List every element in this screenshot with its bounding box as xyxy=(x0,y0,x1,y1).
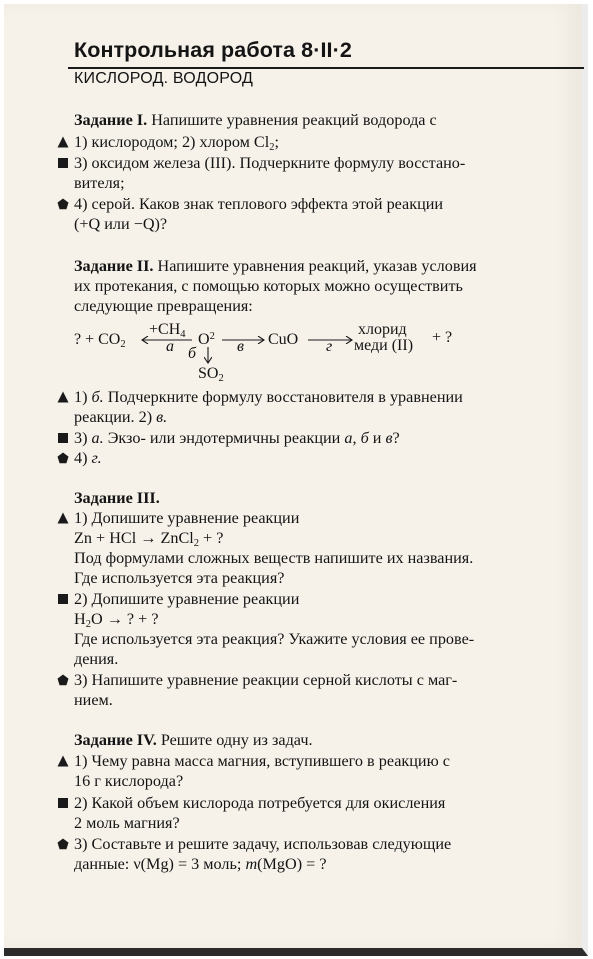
triangle-marker-icon xyxy=(57,136,69,148)
square-marker-icon xyxy=(57,157,69,169)
triangle-marker-icon xyxy=(57,391,69,403)
task3-line-7: Где используется эта реакция? Укажите условия ее прове- xyxy=(74,630,475,648)
transformation-scheme xyxy=(74,319,494,389)
pentagon-marker-icon xyxy=(57,452,69,464)
task3-line-3: Под формулами сложных веществ напишите их названия. xyxy=(74,549,474,567)
task1-intro: Задание I. Напишите уравнения реакций водорода с xyxy=(74,111,437,129)
task3-line-10: нием. xyxy=(74,691,113,709)
scheme-so2: $SO_2$ xyxy=(198,365,224,384)
scheme-label-b: б xyxy=(188,345,197,362)
task2-question-1-cont: реакции. 2) в. xyxy=(74,408,168,426)
task3-question-1: 1) Допишите уравнение реакции xyxy=(74,508,299,528)
task2-heading: Задание II. xyxy=(74,257,154,275)
task1-item-1-2: 1) кислородом; 2) хлором $Cl_2$; xyxy=(74,132,279,152)
pentagon-marker-icon xyxy=(57,838,69,850)
title-rule xyxy=(68,67,584,69)
task2-intro-line2: их протекания, с помощью которых можно осуществить xyxy=(74,277,463,295)
pentagon-marker-icon xyxy=(57,674,69,686)
task4-question-1-cont: 16 г кислорода? xyxy=(74,772,184,790)
task4-question-1: 1) Чему равна масса магния, вступившего в реакцию с xyxy=(74,751,450,771)
task2-question-1: 1) б. Подчеркните формулу восстановителя в уравнении xyxy=(74,387,463,407)
task3-question-2: 2) Допишите уравнение реакции xyxy=(74,589,299,609)
scheme-start: ? + $CO_2$ xyxy=(74,331,126,350)
scheme-product-line1: хлорид xyxy=(358,321,407,338)
task3-heading: Задание III. xyxy=(74,489,160,507)
square-marker-icon xyxy=(57,432,69,444)
scheme-label-a: а xyxy=(166,338,174,355)
pentagon-marker-icon xyxy=(57,198,69,210)
task1-item-4: 4) серой. Каков знак теплового эффекта этой реакции xyxy=(74,194,443,214)
scheme-reagent-ch4: $+CH_4$ xyxy=(149,321,186,340)
task3-equation-1: Zn + HCl → ZnCl$_2$ + ? xyxy=(74,529,224,549)
arrow-down-icon xyxy=(204,347,212,365)
triangle-marker-icon xyxy=(57,512,69,524)
task2-intro: Задание II. Напишите уравнения реакций, указав условия xyxy=(74,257,477,275)
task3-equation-2: $H_2O$ → ? + ? xyxy=(74,610,159,630)
task4-question-2-cont: 2 моль магния? xyxy=(74,814,180,832)
task1-heading: Задание I. xyxy=(74,111,148,129)
task1-item-4-cont: (+Q или −Q)? xyxy=(74,215,168,233)
task1-item-3-cont: вителя; xyxy=(74,174,125,192)
task3-line-8: дения. xyxy=(74,650,119,668)
task4-intro: Задание IV. Решите одну из задач. xyxy=(74,731,313,749)
scheme-plus-unknown: + ? xyxy=(432,329,453,346)
task1-item-3: 3) оксидом железа (III). Подчеркните формулу восстано- xyxy=(74,153,465,173)
scheme-o2: $O^2$ xyxy=(198,331,215,348)
scheme-label-g: г xyxy=(326,338,333,355)
scheme-product-line2: меди (II) xyxy=(354,337,414,354)
task4-heading: Задание IV. xyxy=(74,731,157,749)
task2-question-4: 4) г. xyxy=(74,448,102,468)
triangle-marker-icon xyxy=(57,755,69,767)
page-title: Контрольная работа 8·II·2 xyxy=(74,38,352,62)
square-marker-icon xyxy=(57,797,69,809)
task4-question-2: 2) Какой объем кислорода потребуется для окисления xyxy=(74,793,445,813)
page-subtitle: КИСЛОРОД. ВОДОРОД xyxy=(74,70,254,87)
arrow-right-icon xyxy=(222,336,266,344)
task2-question-3: 3) а. Экзо- или эндотермичны реакции а, б и в? xyxy=(74,428,400,448)
scheme-label-v: в xyxy=(237,338,244,355)
scanned-page xyxy=(4,4,588,956)
task4-question-3: 3) Составьте и решите задачу, использовав следующие xyxy=(74,834,451,854)
task3-line-4: Где используется эта реакция? xyxy=(74,569,285,587)
square-marker-icon xyxy=(57,593,69,605)
task4-question-3-cont: данные: ν(Mg) = 3 моль; m(MgO) = ? xyxy=(74,855,327,873)
task3-question-3: 3) Напишите уравнение реакции серной кислоты с маг- xyxy=(74,670,457,690)
scheme-cuo: CuO xyxy=(268,331,299,348)
task2-intro-line3: следующие превращения: xyxy=(74,297,253,315)
